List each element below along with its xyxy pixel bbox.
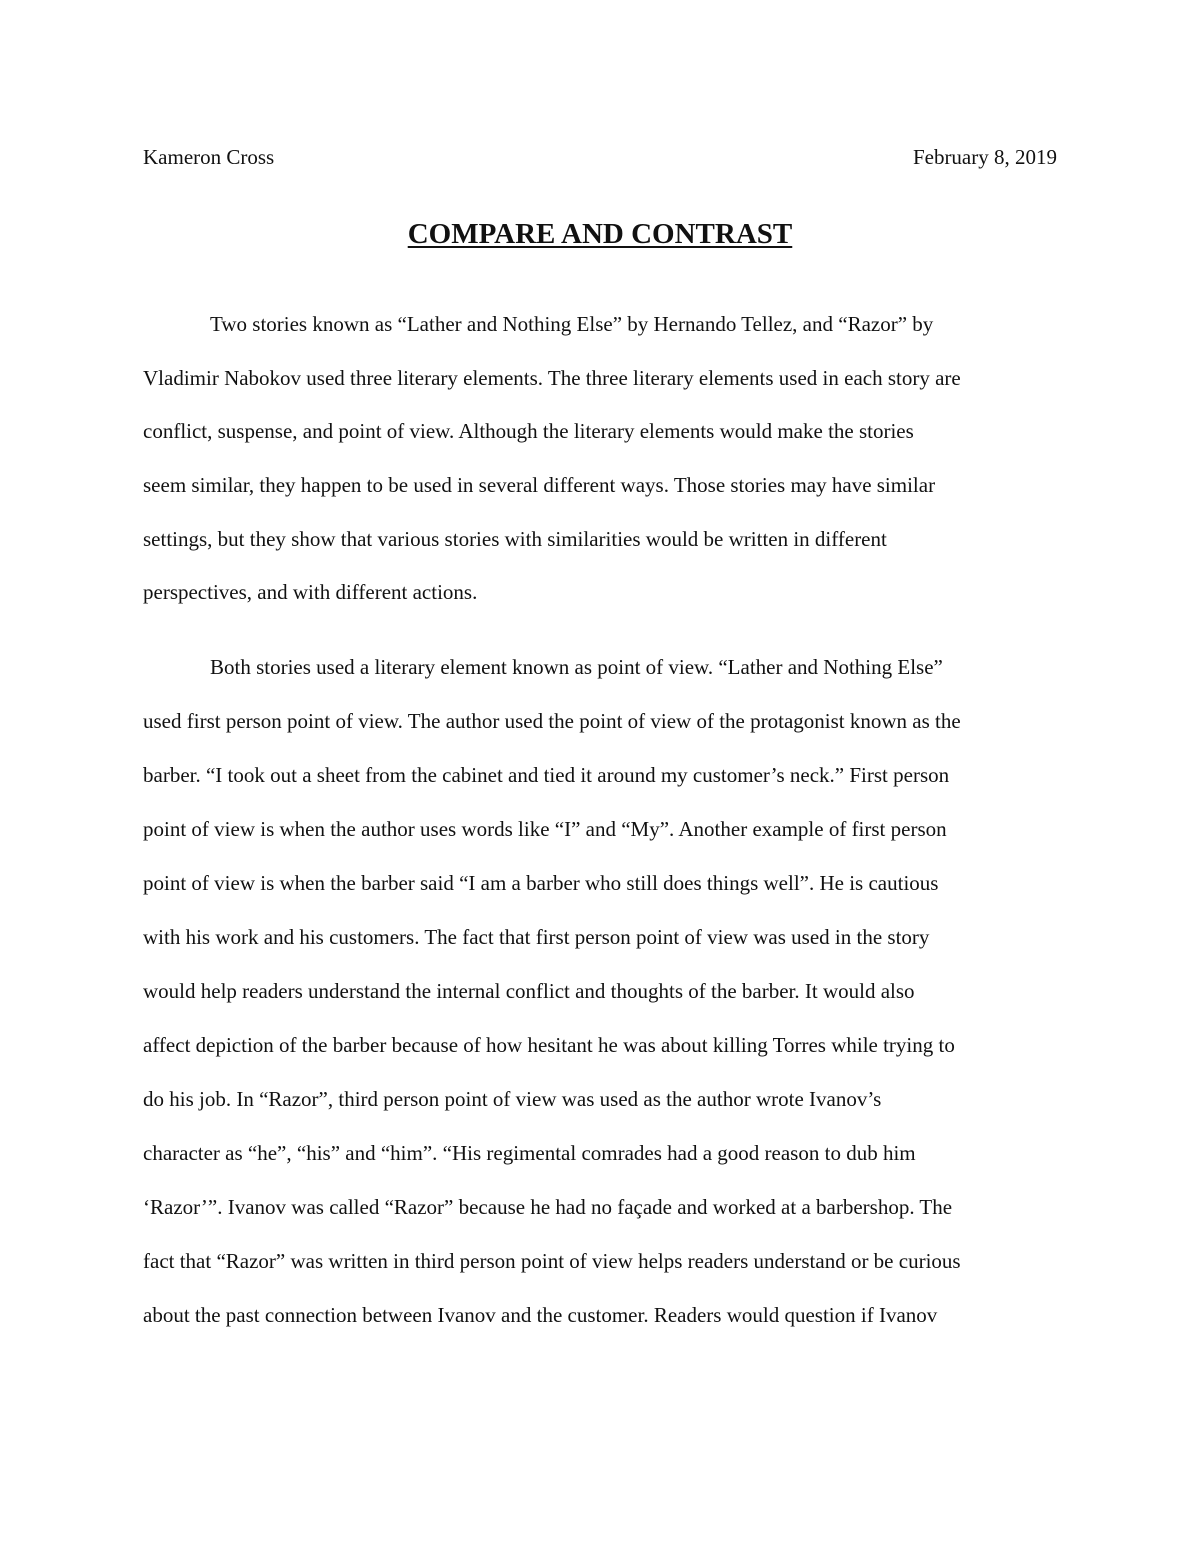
paragraph-1-line-4: seem similar, they happen to be used in several different ways. Those stories may have similar (143, 473, 936, 497)
paragraph-2-line-10: character as “he”, “his” and “him”. “His regimental comrades had a good reason to dub him (143, 1141, 916, 1165)
paragraph-2-line-4: point of view is when the author uses words like “I” and “My”. Another example of first person (143, 817, 947, 841)
paragraph-1-line-5: settings, but they show that various stories with similarities would be written in different (143, 527, 887, 551)
document-date: February 8, 2019 (912, 145, 1057, 169)
paragraph-2-line-2: used first person point of view. The author used the point of view of the protagonist known as the (143, 709, 961, 733)
paragraph-2-line-12: fact that “Razor” was written in third person point of view helps readers understand or be curious (143, 1249, 961, 1273)
document-title: COMPARE AND CONTRAST (407, 218, 793, 250)
paragraph-2-line-7: would help readers understand the internal conflict and thoughts of the barber. It would also (143, 979, 915, 1003)
paragraph-2-line-9: do his job. In “Razor”, third person point of view was used as the author wrote Ivanov’s (143, 1087, 882, 1111)
paragraph-1-line-3: conflict, suspense, and point of view. Although the literary elements would make the stories (143, 419, 914, 443)
paragraph-2-line-11: ‘Razor’”. Ivanov was called “Razor” because he had no façade and worked at a barbershop. The (143, 1195, 953, 1219)
paragraph-1-line-6: perspectives, and with different actions. (143, 580, 478, 604)
paragraph-2-line-8: affect depiction of the barber because of how hesitant he was about killing Torres while trying to (143, 1033, 955, 1057)
paragraph-1-line-2: Vladimir Nabokov used three literary elements. The three literary elements used in each story are (143, 366, 961, 390)
paragraph-2-line-3: barber. “I took out a sheet from the cabinet and tied it around my customer’s neck.” First person (143, 763, 950, 787)
paragraph-2-line-13: about the past connection between Ivanov and the customer. Readers would question if Ivanov (143, 1303, 938, 1327)
paragraph-2-line-5: point of view is when the barber said “I am a barber who still does things well”. He is cautious (143, 871, 939, 895)
document-header (143, 141, 1057, 173)
paragraph-1-line-1: Two stories known as “Lather and Nothing Else” by Hernando Tellez, and “Razor” by (210, 312, 934, 336)
author-name: Kameron Cross (143, 145, 275, 169)
paragraph-2-line-6: with his work and his customers. The fact that first person point of view was used in the story (143, 925, 930, 949)
paragraph-2-line-1: Both stories used a literary element known as point of view. “Lather and Nothing Else” (210, 655, 943, 679)
